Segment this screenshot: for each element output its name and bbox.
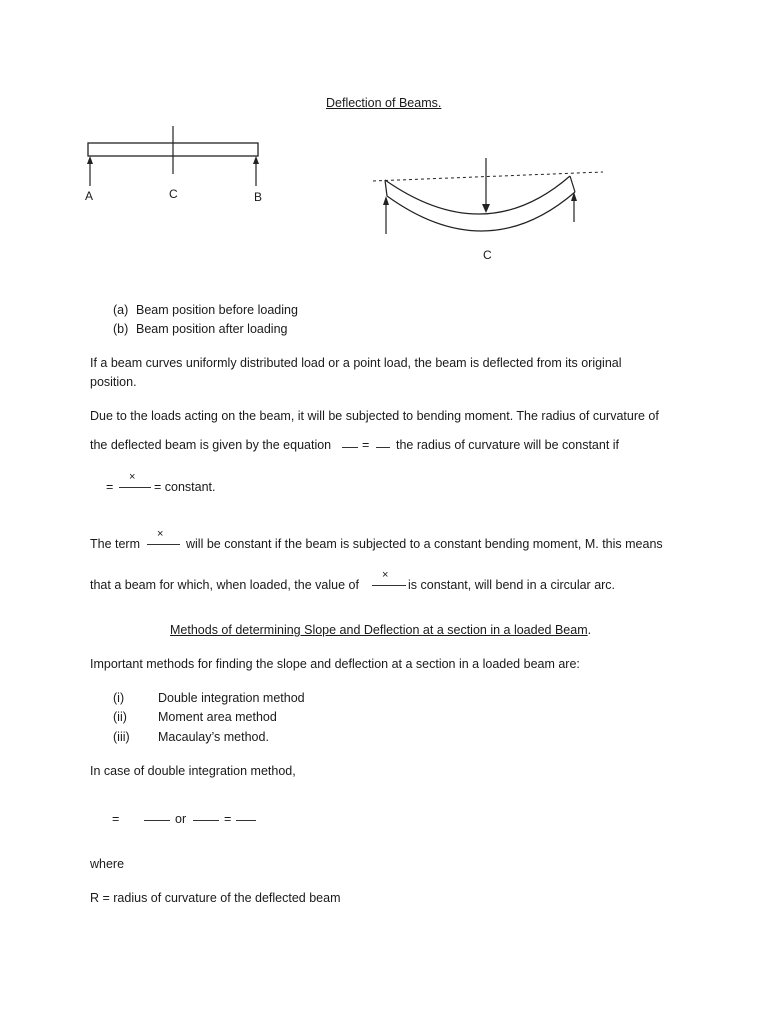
dashed-reference-line bbox=[373, 172, 603, 181]
equals-sign: = bbox=[224, 812, 232, 826]
times-sign: × bbox=[157, 528, 164, 540]
para2-line2b: the radius of curvature will be constant if bbox=[396, 438, 620, 452]
para3-line1a: The term bbox=[90, 537, 141, 551]
methods-intro: Important methods for finding the slope and deflection at a section in a loaded beam are: bbox=[90, 657, 580, 671]
equals-sign: = bbox=[106, 480, 114, 494]
label-c-deflected: C bbox=[483, 248, 492, 262]
section-title-text: Methods of determining Slope and Deflection at a section in a loaded Beam bbox=[170, 623, 588, 637]
fraction-bar bbox=[342, 447, 358, 448]
fraction-bar bbox=[144, 820, 170, 821]
caption-a-num: (a) bbox=[113, 303, 129, 317]
fraction-bar bbox=[376, 447, 390, 448]
para3-line1b: will be constant if the beam is subjected to a constant bending moment, M. this means bbox=[186, 537, 663, 551]
page-title: Deflection of Beams. bbox=[326, 96, 442, 110]
para2-line2a: the deflected beam is given by the equation bbox=[90, 438, 332, 452]
fraction-bar bbox=[193, 820, 219, 821]
arrowhead-b bbox=[253, 156, 259, 164]
beam-top-curve bbox=[385, 176, 570, 214]
double-integration-intro: In case of double integration method, bbox=[90, 764, 296, 778]
equals-sign: = bbox=[362, 438, 370, 452]
fraction-bar bbox=[119, 487, 151, 488]
section-title-period: . bbox=[587, 623, 592, 637]
or-text: or bbox=[175, 812, 187, 826]
section-title bbox=[170, 623, 591, 637]
times-sign: × bbox=[129, 471, 136, 483]
definition-r: R = radius of curvature of the deflected beam bbox=[90, 891, 341, 905]
times-sign: × bbox=[382, 569, 389, 581]
beam-after-loading-figure bbox=[365, 150, 615, 240]
beam-before-loading-figure bbox=[80, 122, 280, 192]
para1-line2: position. bbox=[90, 375, 137, 389]
method-num: (iii) bbox=[113, 730, 130, 744]
support-right-head bbox=[571, 192, 577, 201]
equals-sign: = bbox=[112, 812, 120, 826]
load-arrowhead bbox=[482, 204, 490, 213]
para2-line1: Due to the loads acting on the beam, it will be subjected to bending moment. The radius of curvature of bbox=[90, 409, 659, 423]
beam-right-end bbox=[570, 176, 575, 192]
fraction-bar bbox=[236, 820, 256, 821]
fraction-bar bbox=[147, 544, 180, 545]
label-a: A bbox=[85, 189, 94, 203]
method-text: Moment area method bbox=[158, 710, 277, 724]
beam-left-end bbox=[385, 180, 387, 196]
fraction-bar bbox=[372, 585, 406, 586]
method-num: (ii) bbox=[113, 710, 127, 724]
method-text: Macaulay’s method. bbox=[158, 730, 269, 744]
caption-b-text: Beam position after loading bbox=[136, 322, 288, 336]
para3-line2b: is constant, will bend in a circular arc. bbox=[408, 578, 616, 592]
constant-text: = constant. bbox=[154, 480, 216, 494]
caption-b-num: (b) bbox=[113, 322, 129, 336]
arrowhead-a bbox=[87, 156, 93, 164]
para1-line1: If a beam curves uniformly distributed load or a point load, the beam is deflected from its original bbox=[90, 356, 622, 370]
label-c: C bbox=[169, 187, 178, 201]
caption-a-text: Beam position before loading bbox=[136, 303, 298, 317]
label-b: B bbox=[254, 190, 263, 204]
method-num: (i) bbox=[113, 691, 125, 705]
where-text: where bbox=[90, 857, 125, 871]
method-text: Double integration method bbox=[158, 691, 305, 705]
para3-line2a: that a beam for which, when loaded, the value of bbox=[90, 578, 359, 592]
